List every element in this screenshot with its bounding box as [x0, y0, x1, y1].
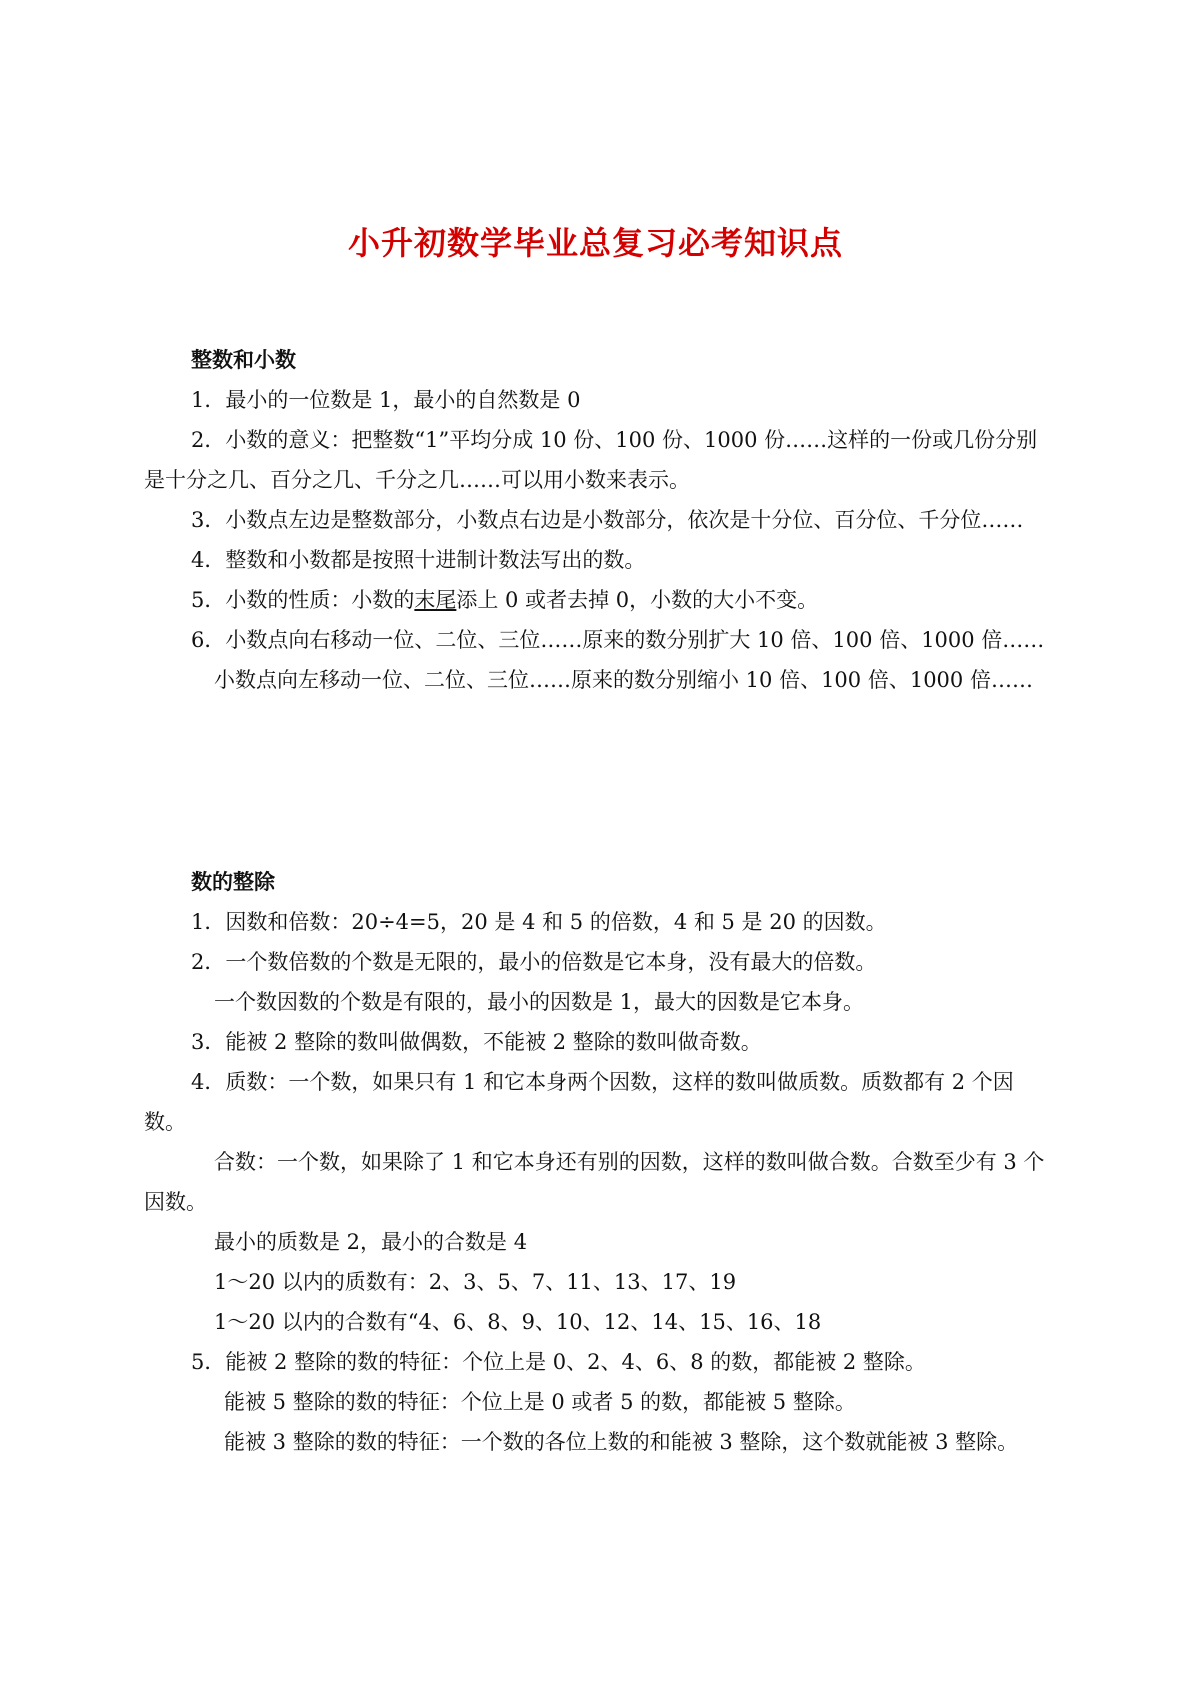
list-item: 合数：一个数，如果除了 1 和它本身还有别的因数，这样的数叫做合数。合数至少有 3 个因数。: [144, 1150, 1045, 1214]
section-integers-decimals: [144, 340, 1052, 700]
section-heading: 整数和小数: [191, 347, 296, 372]
item-text: 添上 0 或者去掉 0，小数的大小不变。: [456, 588, 819, 612]
list-item: 3．能被 2 整除的数叫做偶数，不能被 2 整除的数叫做奇数。: [191, 1030, 762, 1054]
list-item: 1．因数和倍数：20÷4=5，20 是 4 和 5 的倍数，4 和 5 是 20 的因数。: [191, 910, 887, 934]
list-item: 能被 3 整除的数的特征：一个数的各位上数的和能被 3 整除，这个数就能被 3 整除。: [224, 1430, 1019, 1454]
list-item: 4．整数和小数都是按照十进制计数法写出的数。: [191, 548, 646, 572]
list-item: 6．小数点向右移动一位、二位、三位……原来的数分别扩大 10 倍、100 倍、1000 倍……: [191, 628, 1045, 652]
list-item: 1．最小的一位数是 1，最小的自然数是 0: [191, 388, 581, 412]
section-divisibility: [144, 862, 1052, 1462]
list-item: 4．质数：一个数，如果只有 1 和它本身两个因数，这样的数叫做质数。质数都有 2 个因数。: [144, 1070, 1014, 1134]
list-item: 2．小数的意义：把整数“1”平均分成 10 份、100 份、1000 份……这样的一份或几份分别是十分之几、百分之几、千分之几……可以用小数来表示。: [144, 428, 1038, 492]
list-item: [144, 580, 1052, 620]
list-item: 5．能被 2 整除的数的特征：个位上是 0、2、4、6、8 的数，都能被 2 整除。: [191, 1350, 926, 1374]
list-item: 能被 5 整除的数的特征：个位上是 0 或者 5 的数，都能被 5 整除。: [224, 1390, 856, 1414]
list-item: 3．小数点左边是整数部分，小数点右边是小数部分，依次是十分位、百分位、千分位……: [191, 508, 1024, 532]
list-item: 最小的质数是 2，最小的合数是 4: [214, 1230, 528, 1254]
section-heading: 数的整除: [191, 869, 275, 894]
underlined-text: 末尾: [414, 588, 457, 612]
list-item: 1～20 以内的质数有：2、3、5、7、11、13、17、19: [214, 1270, 737, 1294]
document-title: 小升初数学毕业总复习必考知识点: [347, 224, 843, 262]
list-item: 1～20 以内的合数有“4、6、8、9、10、12、14、15、16、18: [214, 1310, 822, 1334]
list-item: 2．一个数倍数的个数是无限的，最小的倍数是它本身，没有最大的倍数。: [191, 950, 877, 974]
item-text: 5．小数的性质：小数的: [191, 588, 415, 612]
list-item: 小数点向左移动一位、二位、三位……原来的数分别缩小 10 倍、100 倍、1000 倍……: [214, 668, 1033, 692]
list-item: 一个数因数的个数是有限的，最小的因数是 1，最大的因数是它本身。: [214, 990, 865, 1014]
